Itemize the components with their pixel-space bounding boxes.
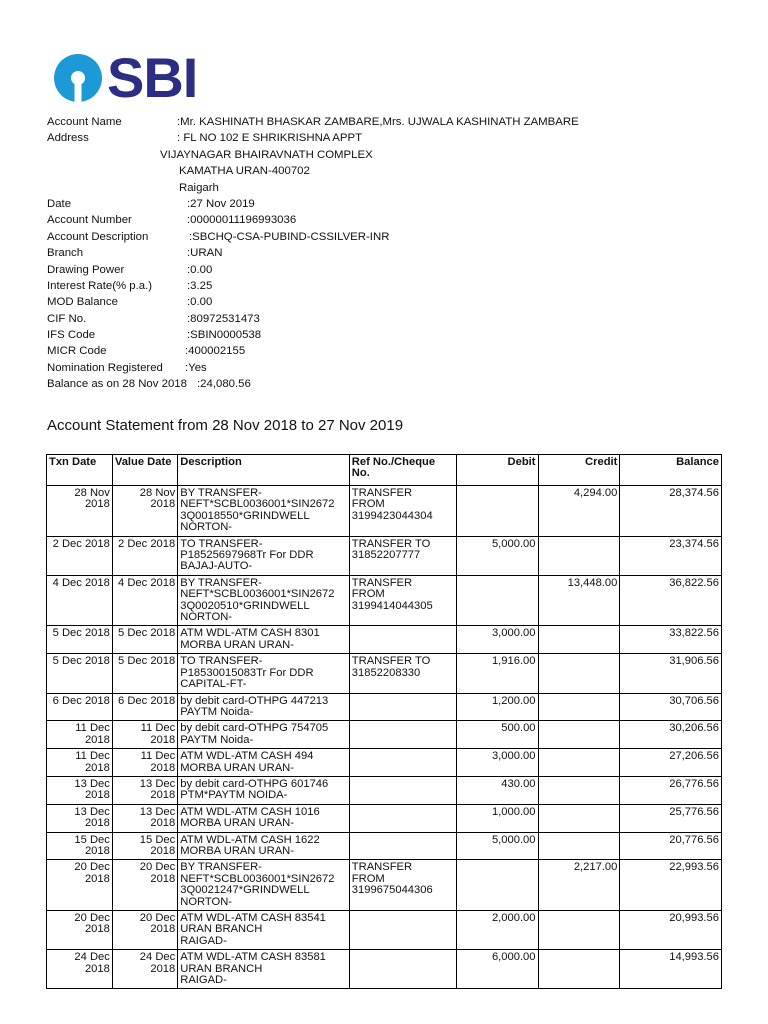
cell-description: BY TRANSFER- NEFT*SCBL0036001*SIN2672 3Q0021247*GRINDWELL NORTON-	[178, 860, 350, 911]
cell-value-date: 20 Dec 2018	[112, 911, 177, 950]
account-info-value: :3.25	[187, 279, 213, 292]
cell-ref-no	[349, 950, 457, 989]
cell-description: by debit card-OTHPG 447213 PAYTM Noida-	[178, 693, 350, 721]
table-row	[47, 575, 722, 626]
account-info-value: :27 Nov 2019	[187, 197, 255, 210]
cell-description: TO TRANSFER- P18525697968Tr For DDR BAJAJ-AUTO-	[178, 536, 350, 575]
sbi-keyhole-icon	[53, 53, 103, 103]
header-ref-no: Ref No./Cheque No.	[349, 455, 457, 486]
cell-debit: 3,000.00	[457, 749, 538, 777]
brand-name: SBI	[107, 46, 198, 109]
transactions-body	[47, 486, 722, 989]
table-row	[47, 950, 722, 989]
account-info-label: Interest Rate(% p.a.)	[47, 279, 153, 292]
account-info-value: :SBCHQ-CSA-PUBIND-CSSILVER-INR	[189, 230, 390, 243]
cell-value-date: 20 Dec 2018	[112, 860, 177, 911]
cell-txn-date: 6 Dec 2018	[47, 693, 113, 721]
cell-txn-date: 28 Nov 2018	[47, 486, 113, 537]
header-balance: Balance	[620, 455, 722, 486]
cell-value-date: 24 Dec 2018	[112, 950, 177, 989]
cell-credit	[538, 950, 620, 989]
cell-value-date: 4 Dec 2018	[112, 575, 177, 626]
header-debit: Debit	[457, 455, 538, 486]
account-info-value: :SBIN0000538	[187, 329, 262, 342]
account-info-value: :80972531473	[187, 312, 260, 325]
cell-value-date: 11 Dec 2018	[112, 721, 177, 749]
cell-debit: 6,000.00	[457, 950, 538, 989]
cell-txn-date: 11 Dec 2018	[47, 721, 113, 749]
header-value-date: Value Date	[112, 455, 177, 486]
cell-ref-no: TRANSFER TO 31852207777	[349, 536, 457, 575]
account-info-label: MICR Code	[47, 345, 107, 358]
cell-description: ATM WDL-ATM CASH 83541 URAN BRANCH RAIGAD-	[178, 911, 350, 950]
table-row	[47, 860, 722, 911]
sbi-logo	[53, 46, 198, 109]
account-info-value: KAMATHA URAN-400702	[179, 165, 310, 178]
cell-ref-no	[349, 721, 457, 749]
cell-txn-date: 5 Dec 2018	[47, 654, 113, 693]
cell-ref-no	[349, 804, 457, 832]
account-info-value: :0.00	[187, 296, 213, 309]
cell-credit: 2,217.00	[538, 860, 620, 911]
cell-credit: 4,294.00	[538, 486, 620, 537]
cell-credit: 13,448.00	[538, 575, 620, 626]
cell-description: BY TRANSFER- NEFT*SCBL0036001*SIN2672 3Q0020510*GRINDWELL NORTON-	[178, 575, 350, 626]
account-info-value: :400002155	[185, 345, 246, 358]
cell-description: ATM WDL-ATM CASH 1016 MORBA URAN URAN-	[178, 804, 350, 832]
table-row	[47, 693, 722, 721]
account-info-label: Date	[47, 197, 72, 210]
table-row	[47, 654, 722, 693]
account-info-label: Drawing Power	[47, 263, 125, 276]
cell-value-date: 15 Dec 2018	[112, 832, 177, 860]
transactions-table	[46, 454, 722, 989]
cell-value-date: 13 Dec 2018	[112, 804, 177, 832]
header-credit: Credit	[538, 455, 620, 486]
cell-credit	[538, 536, 620, 575]
cell-txn-date: 20 Dec 2018	[47, 911, 113, 950]
cell-description: BY TRANSFER- NEFT*SCBL0036001*SIN2672 3Q0018550*GRINDWELL NORTON-	[178, 486, 350, 537]
account-info-label: Balance as on 28 Nov 2018	[47, 378, 187, 391]
cell-debit	[457, 575, 538, 626]
cell-txn-date: 13 Dec 2018	[47, 776, 113, 804]
account-info-value: :Mr. KASHINATH BHASKAR ZAMBARE,Mrs. UJWALA KASHINATH ZAMBARE	[177, 116, 579, 128]
cell-ref-no	[349, 749, 457, 777]
cell-balance: 31,906.56	[620, 654, 722, 693]
header-description: Description	[178, 455, 350, 486]
cell-balance: 28,374.56	[620, 486, 722, 537]
cell-txn-date: 13 Dec 2018	[47, 804, 113, 832]
table-row	[47, 911, 722, 950]
account-info-value: :00000011196993036	[187, 214, 297, 227]
cell-ref-no: TRANSFER FROM 3199675044306	[349, 860, 457, 911]
cell-debit	[457, 486, 538, 537]
account-info-label: CIF No.	[47, 312, 87, 325]
cell-ref-no	[349, 832, 457, 860]
cell-txn-date: 15 Dec 2018	[47, 832, 113, 860]
cell-ref-no	[349, 693, 457, 721]
cell-txn-date: 5 Dec 2018	[47, 626, 113, 654]
cell-credit	[538, 832, 620, 860]
cell-description: by debit card-OTHPG 601746 PTM*PAYTM NOIDA-	[178, 776, 350, 804]
cell-ref-no	[349, 911, 457, 950]
account-info-value: : FL NO 102 E SHRIKRISHNA APPT	[177, 132, 363, 145]
cell-balance: 30,206.56	[620, 721, 722, 749]
cell-debit: 500.00	[457, 721, 538, 749]
cell-ref-no: TRANSFER TO 31852208330	[349, 654, 457, 693]
cell-value-date: 5 Dec 2018	[112, 626, 177, 654]
cell-balance: 23,374.56	[620, 536, 722, 575]
cell-description: ATM WDL-ATM CASH 8301 MORBA URAN URAN-	[178, 626, 350, 654]
cell-value-date: 5 Dec 2018	[112, 654, 177, 693]
cell-balance: 20,993.56	[620, 911, 722, 950]
table-row	[47, 776, 722, 804]
cell-value-date: 11 Dec 2018	[112, 749, 177, 777]
account-info-label: MOD Balance	[47, 296, 118, 309]
cell-txn-date: 24 Dec 2018	[47, 950, 113, 989]
cell-credit	[538, 693, 620, 721]
cell-description: ATM WDL-ATM CASH 494 MORBA URAN URAN-	[178, 749, 350, 777]
cell-ref-no	[349, 626, 457, 654]
account-info-label: Nomination Registered	[47, 361, 163, 374]
table-row	[47, 749, 722, 777]
cell-description: ATM WDL-ATM CASH 1622 MORBA URAN URAN-	[178, 832, 350, 860]
table-row	[47, 721, 722, 749]
table-row	[47, 832, 722, 860]
table-row	[47, 536, 722, 575]
cell-value-date: 6 Dec 2018	[112, 693, 177, 721]
cell-debit: 1,000.00	[457, 804, 538, 832]
cell-txn-date: 2 Dec 2018	[47, 536, 113, 575]
cell-ref-no	[349, 776, 457, 804]
cell-credit	[538, 804, 620, 832]
cell-credit	[538, 749, 620, 777]
table-row	[47, 486, 722, 537]
cell-debit: 3,000.00	[457, 626, 538, 654]
account-info-label: Account Name	[47, 116, 122, 128]
cell-balance: 36,822.56	[620, 575, 722, 626]
account-info-value: VIJAYNAGAR BHAIRAVNATH COMPLEX	[160, 148, 373, 161]
table-row	[47, 804, 722, 832]
cell-description: by debit card-OTHPG 754705 PAYTM Noida-	[178, 721, 350, 749]
cell-description: ATM WDL-ATM CASH 83581 URAN BRANCH RAIGAD-	[178, 950, 350, 989]
account-info-label: Address	[47, 132, 89, 145]
account-info-value: Raigarh	[179, 181, 219, 194]
cell-balance: 30,706.56	[620, 693, 722, 721]
cell-balance: 27,206.56	[620, 749, 722, 777]
cell-description: TO TRANSFER- P18530015083Tr For DDR CAPITAL-FT-	[178, 654, 350, 693]
cell-value-date: 2 Dec 2018	[112, 536, 177, 575]
table-header-row	[47, 455, 722, 486]
cell-debit: 2,000.00	[457, 911, 538, 950]
cell-balance: 33,822.56	[620, 626, 722, 654]
cell-ref-no: TRANSFER FROM 3199423044304	[349, 486, 457, 537]
header-txn-date: Txn Date	[47, 455, 113, 486]
cell-txn-date: 20 Dec 2018	[47, 860, 113, 911]
cell-debit: 430.00	[457, 776, 538, 804]
cell-value-date: 13 Dec 2018	[112, 776, 177, 804]
account-info-value: :24,080.56	[197, 378, 251, 391]
cell-value-date: 28 Nov 2018	[112, 486, 177, 537]
cell-debit: 1,916.00	[457, 654, 538, 693]
account-info-label: Branch	[47, 247, 84, 260]
account-info-value: :Yes	[185, 361, 207, 374]
cell-balance: 26,776.56	[620, 776, 722, 804]
cell-debit: 1,200.00	[457, 693, 538, 721]
cell-debit	[457, 860, 538, 911]
statement-title: Account Statement from 28 Nov 2018 to 27 Nov 2019	[47, 417, 404, 434]
cell-balance: 25,776.56	[620, 804, 722, 832]
cell-credit	[538, 654, 620, 693]
cell-credit	[538, 911, 620, 950]
cell-credit	[538, 776, 620, 804]
cell-ref-no: TRANSFER FROM 3199414044305	[349, 575, 457, 626]
account-info-value: :0.00	[187, 263, 213, 276]
cell-balance: 20,776.56	[620, 832, 722, 860]
cell-credit	[538, 626, 620, 654]
account-info-label: Account Number	[47, 214, 132, 227]
account-info-label: Account Description	[47, 230, 149, 243]
cell-txn-date: 11 Dec 2018	[47, 749, 113, 777]
cell-txn-date: 4 Dec 2018	[47, 575, 113, 626]
cell-debit: 5,000.00	[457, 536, 538, 575]
account-info-label: IFS Code	[47, 329, 96, 342]
cell-balance: 14,993.56	[620, 950, 722, 989]
account-info-value: :URAN	[187, 247, 223, 260]
cell-debit: 5,000.00	[457, 832, 538, 860]
cell-credit	[538, 721, 620, 749]
table-row	[47, 626, 722, 654]
cell-balance: 22,993.56	[620, 860, 722, 911]
